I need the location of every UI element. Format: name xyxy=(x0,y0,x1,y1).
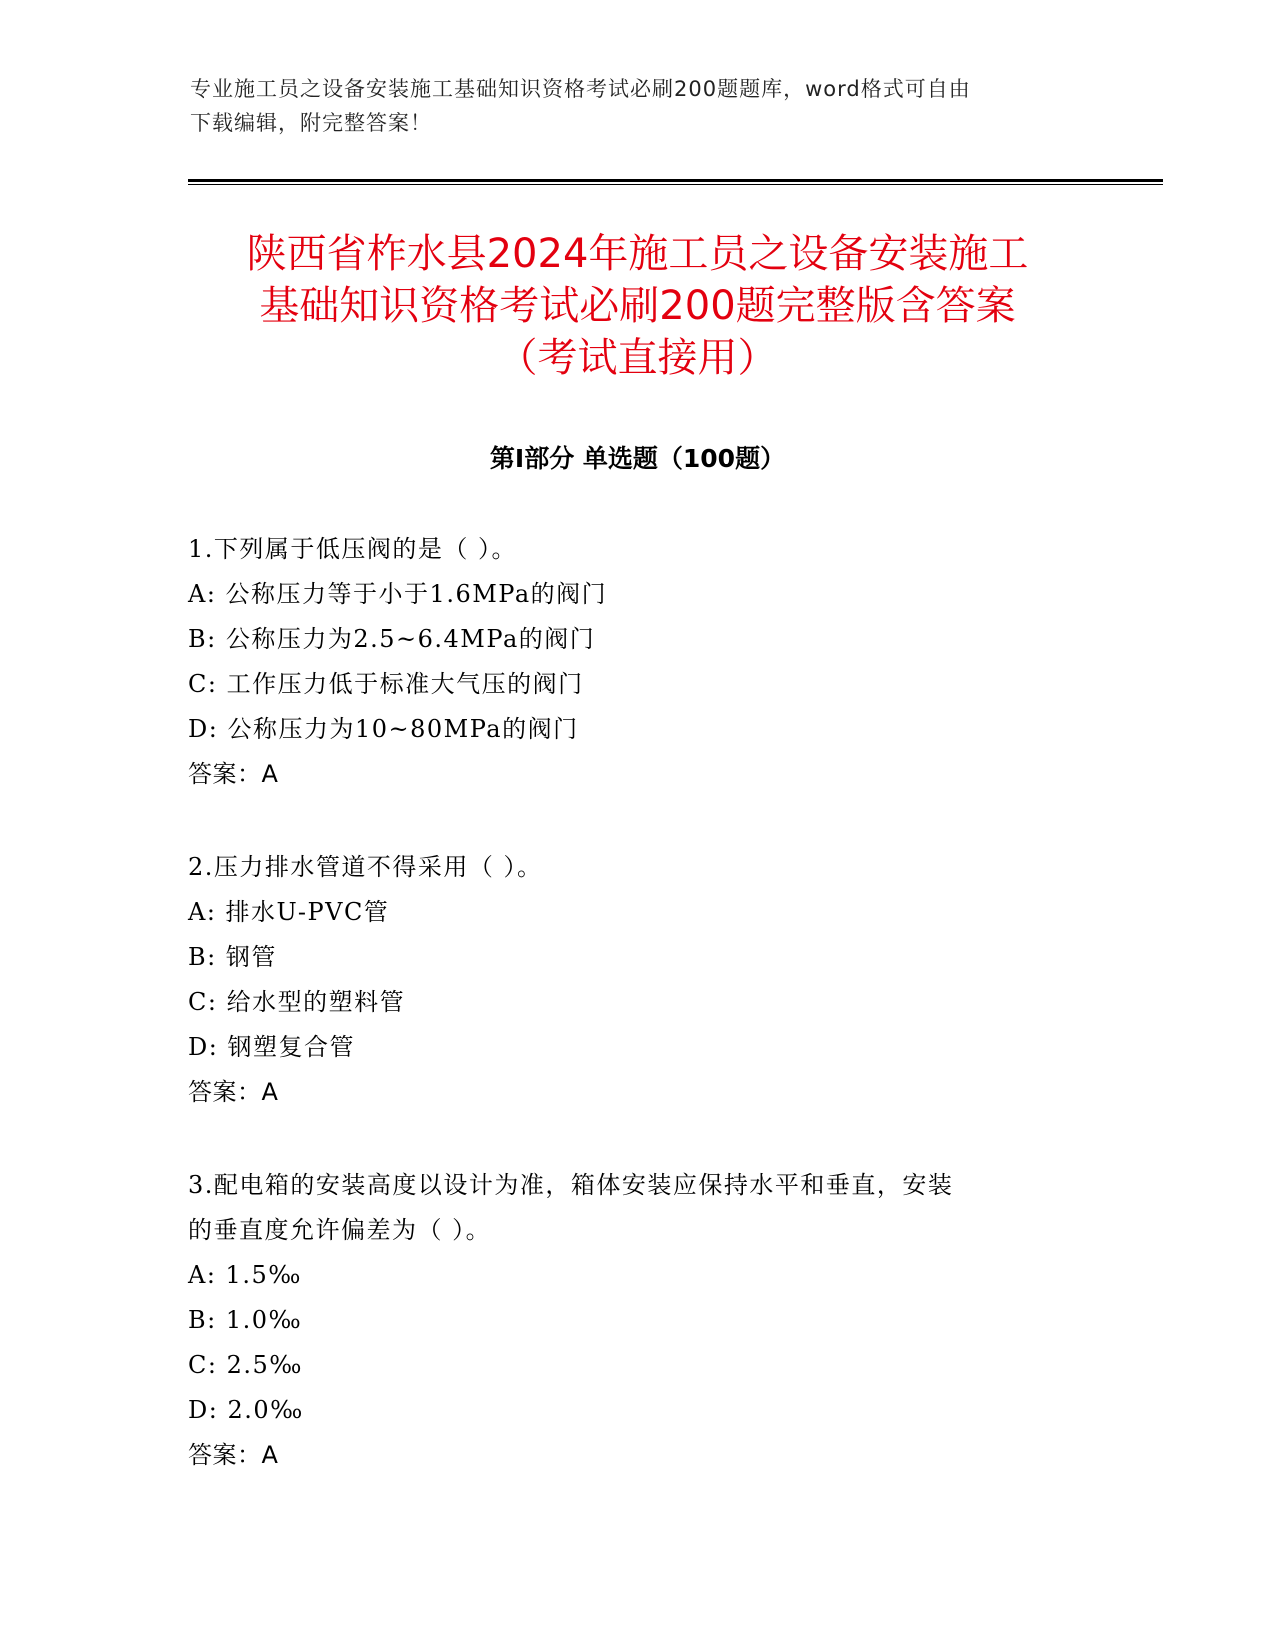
question-stem: 3.配电箱的安装高度以设计为准，箱体安装应保持水平和垂直，安装 xyxy=(188,1171,954,1199)
question-stem: 1.下列属于低压阀的是（ ）。 xyxy=(188,535,518,563)
section-title: 第Ⅰ部分 单选题（100题） xyxy=(489,444,786,473)
option-a: A: 1.5‰ xyxy=(188,1261,302,1289)
option-b: B: 1.0‰ xyxy=(188,1306,303,1334)
option-a: A: 排水U-PVC管 xyxy=(188,898,390,926)
header-divider-thick xyxy=(188,179,1163,182)
option-b: B: 公称压力为2.5~6.4MPa的阀门 xyxy=(188,625,596,653)
question-stem-continued: 的垂直度允许偏差为（ ）。 xyxy=(188,1216,492,1244)
option-a: A: 公称压力等于小于1.6MPa的阀门 xyxy=(188,580,608,608)
intro-line: 专业施工员之设备安装施工基础知识资格考试必刷200题题库，word格式可自由 xyxy=(190,77,971,101)
question-block xyxy=(188,845,1068,1115)
header-divider-thin xyxy=(188,184,1163,185)
answer-line: 答案：A xyxy=(188,1078,279,1106)
option-c: C: 工作压力低于标准大气压的阀门 xyxy=(188,670,584,698)
answer-line: 答案：A xyxy=(188,1441,279,1469)
document-title xyxy=(150,228,1125,384)
answer-line: 答案：A xyxy=(188,760,279,788)
question-block xyxy=(188,1163,1068,1478)
intro-paragraph xyxy=(190,72,1070,140)
option-c: C: 给水型的塑料管 xyxy=(188,988,406,1016)
option-b: B: 钢管 xyxy=(188,943,277,971)
option-d: D: 2.0‰ xyxy=(188,1396,304,1424)
option-d: D: 公称压力为10~80MPa的阀门 xyxy=(188,715,579,743)
question-block xyxy=(188,527,1068,797)
option-d: D: 钢塑复合管 xyxy=(188,1033,355,1061)
title-line: （考试直接用） xyxy=(497,335,778,381)
option-c: C: 2.5‰ xyxy=(188,1351,303,1379)
intro-line: 下载编辑，附完整答案！ xyxy=(190,111,432,135)
title-line: 陕西省柞水县2024年施工员之设备安装施工 xyxy=(246,231,1029,277)
title-line: 基础知识资格考试必刷200题完整版含答案 xyxy=(259,283,1016,329)
question-stem: 2.压力排水管道不得采用（ ）。 xyxy=(188,853,543,881)
